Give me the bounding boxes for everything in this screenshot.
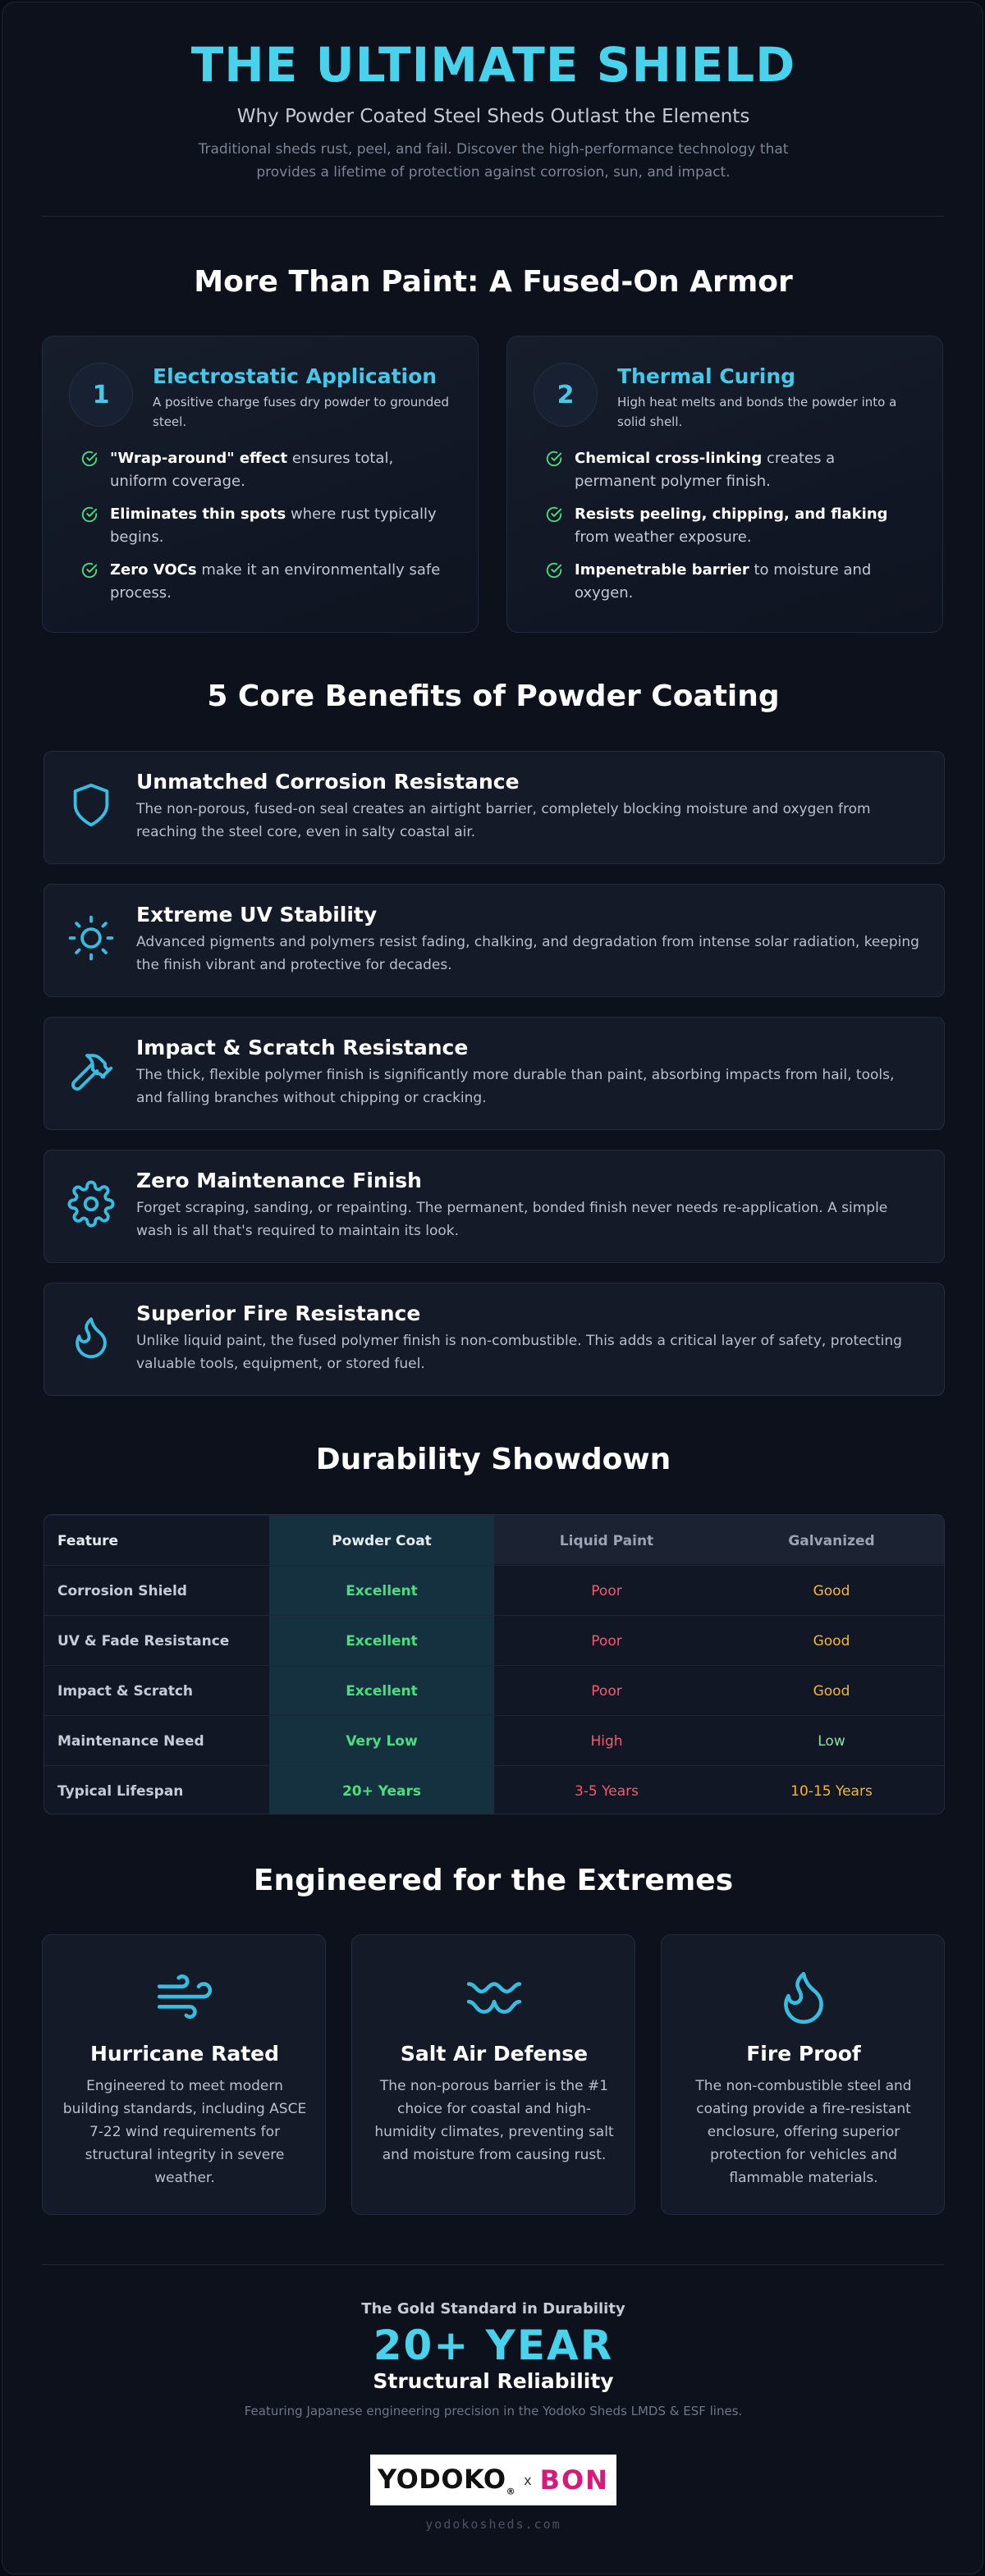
process-card-description: High heat melts and bonds the powder into a solid shell. xyxy=(617,395,897,429)
benefit-card-corrosion xyxy=(44,751,945,864)
process-card-title: Thermal Curing xyxy=(617,364,796,388)
benefit-card-uv xyxy=(44,884,945,997)
process-card-description: A positive charge fuses dry powder to grounded steel. xyxy=(153,395,450,429)
column-header-feature: Feature xyxy=(57,1532,119,1549)
extreme-card-description: Engineered to meet modern building standards, including ASCE 7-22 wind requirements for structural integrity in severe weather. xyxy=(62,2078,307,2186)
page-intro: Traditional sheds rust, peel, and fail. Discover the high-performance technology that provides a lifetime of protection against corrosion, sun, and impact. xyxy=(198,141,789,181)
process-point xyxy=(545,447,919,493)
row-label: Impact & Scratch xyxy=(57,1682,194,1700)
process-point xyxy=(80,503,455,549)
footer-subtitle: Structural Reliability xyxy=(373,2369,614,2393)
benefit-description: Forget scraping, sanding, or repainting. The permanent, bonded finish never needs re-application. A simple wash is all that's required to maintain its look. xyxy=(136,1200,888,1239)
infographic-page xyxy=(2,2,983,2574)
yodoko-wordmark: YODOKO xyxy=(378,2463,506,2495)
check-circle-icon xyxy=(80,450,98,468)
step-number-badge: 1 xyxy=(69,363,133,427)
gear-icon xyxy=(67,1180,115,1228)
process-point-text: from weather exposure. xyxy=(575,528,752,546)
process-point-highlight: Chemical cross-linking xyxy=(575,450,763,467)
extreme-card-title: Salt Air Defense xyxy=(400,2042,589,2066)
process-point-text: to moisture and oxygen. xyxy=(575,561,872,602)
row-label: Corrosion Shield xyxy=(57,1582,187,1599)
divider xyxy=(42,216,945,217)
check-circle-icon xyxy=(545,506,563,524)
benefit-card-impact xyxy=(44,1017,945,1130)
paint-value: 3-5 Years xyxy=(574,1782,639,1800)
shield-icon xyxy=(67,781,115,829)
check-circle-icon xyxy=(545,561,563,579)
extremes-section-title: Engineered for the Extremes xyxy=(253,1864,734,1897)
galvanized-value: Low xyxy=(818,1732,845,1750)
registered-mark: ® xyxy=(506,2486,516,2497)
benefit-card-maintenance xyxy=(44,1150,945,1263)
bon-wordmark: BON xyxy=(539,2464,609,2496)
table-row xyxy=(44,1665,945,1715)
powder-value: 20+ Years xyxy=(341,1782,422,1800)
flame-icon xyxy=(67,1313,115,1361)
paint-value: Poor xyxy=(591,1682,622,1700)
powder-value: Excellent xyxy=(346,1632,418,1649)
process-point-text: where rust typically begins. xyxy=(110,506,437,546)
benefit-description: Advanced pigments and polymers resist fading, chalking, and degradation from intense solar radiation, keeping the finish vibrant and protective for decades. xyxy=(136,934,919,973)
process-card-electrostatic xyxy=(42,336,479,633)
process-point-text: make it an environmentally safe process. xyxy=(110,561,441,602)
process-section-title: More Than Paint: A Fused-On Armor xyxy=(194,265,793,299)
benefit-description: Unlike liquid paint, the fused polymer finish is non-combustible. This adds a critical layer of safety, protecting valuable tools, equipment, or stored fuel. xyxy=(136,1333,902,1372)
benefit-description: The non-porous, fused-on seal creates an airtight barrier, completely blocking moisture and oxygen from reaching the steel core, even in salty coastal air. xyxy=(136,801,871,840)
table-row xyxy=(44,1715,945,1765)
process-card-title: Electrostatic Application xyxy=(153,364,438,388)
process-card-thermal xyxy=(506,336,943,633)
paint-value: High xyxy=(590,1732,623,1750)
row-label: Maintenance Need xyxy=(57,1732,204,1750)
benefit-title: Impact & Scratch Resistance xyxy=(136,1036,469,1059)
table-header-row xyxy=(44,1515,945,1565)
check-circle-icon xyxy=(545,450,563,468)
process-point-highlight: Zero VOCs xyxy=(110,561,197,579)
divider xyxy=(42,2264,945,2265)
galvanized-value: Good xyxy=(813,1682,850,1700)
wave-icon xyxy=(464,1966,525,2027)
yodoko-logo-text xyxy=(378,2464,515,2496)
sun-icon xyxy=(67,914,115,962)
benefits-section-title: 5 Core Benefits of Powder Coating xyxy=(207,679,780,713)
table-row xyxy=(44,1765,945,1814)
extreme-card-hurricane xyxy=(42,1934,326,2215)
process-point-text: ensures total, uniform coverage. xyxy=(110,450,394,490)
process-points-list xyxy=(80,447,455,615)
process-points-list xyxy=(545,447,919,615)
benefit-card-fire xyxy=(44,1283,945,1396)
benefit-title: Superior Fire Resistance xyxy=(136,1302,421,1325)
table-row xyxy=(44,1615,945,1665)
check-circle-icon xyxy=(80,561,98,579)
brand-logo xyxy=(370,2455,616,2505)
extreme-card-description: The non-porous barrier is the #1 choice for coastal and high-humidity climates, preventing salt and moisture from causing rust. xyxy=(374,2078,614,2163)
powder-value: Excellent xyxy=(346,1582,418,1599)
process-point xyxy=(80,447,455,493)
galvanized-value: Good xyxy=(813,1632,850,1649)
page-subtitle: Why Powder Coated Steel Sheds Outlast the Elements xyxy=(236,106,750,127)
process-point-highlight: Resists peeling, chipping, and flaking xyxy=(575,506,888,523)
wind-icon xyxy=(154,1966,215,2027)
process-point xyxy=(80,559,455,605)
benefit-title: Extreme UV Stability xyxy=(136,903,378,927)
column-header-powder: Powder Coat xyxy=(332,1532,432,1549)
process-point-highlight: Eliminates thin spots xyxy=(110,506,286,523)
column-header-paint: Liquid Paint xyxy=(559,1532,654,1549)
paint-value: Poor xyxy=(591,1582,622,1599)
benefit-title: Unmatched Corrosion Resistance xyxy=(136,770,520,794)
process-point xyxy=(545,559,919,605)
process-point xyxy=(545,503,919,549)
extreme-card-title: Fire Proof xyxy=(746,2042,861,2066)
process-point-text: creates a permanent polymer finish. xyxy=(575,450,836,490)
comparison-section-title: Durability Showdown xyxy=(315,1443,671,1476)
flame-icon xyxy=(773,1966,834,2027)
footer-description: Featuring Japanese engineering precision in the Yodoko Sheds LMDS & ESF lines. xyxy=(244,2404,743,2418)
column-header-galvanized: Galvanized xyxy=(788,1532,875,1549)
check-circle-icon xyxy=(80,506,98,524)
benefit-description: The thick, flexible polymer finish is significantly more durable than paint, absorbing impacts from hail, tools, and falling branches without chipping or cracking. xyxy=(136,1067,895,1106)
footer-kicker: The Gold Standard in Durability xyxy=(361,2300,625,2317)
hammer-icon xyxy=(67,1047,115,1095)
powder-value: Excellent xyxy=(346,1682,418,1700)
powder-value: Very Low xyxy=(346,1732,418,1750)
row-label: UV & Fade Resistance xyxy=(57,1632,230,1649)
footer-headline: 20+ YEAR xyxy=(373,2322,614,2369)
footer-url: yodokosheds.com xyxy=(425,2517,561,2532)
row-label: Typical Lifespan xyxy=(57,1782,184,1800)
step-number-badge: 2 xyxy=(534,363,598,427)
table-row xyxy=(44,1565,945,1615)
galvanized-value: 10-15 Years xyxy=(790,1782,873,1800)
page-title: THE ULTIMATE SHIELD xyxy=(190,37,796,93)
extreme-card-title: Hurricane Rated xyxy=(89,2042,280,2066)
benefit-title: Zero Maintenance Finish xyxy=(136,1169,422,1192)
logo-separator: x xyxy=(524,2472,532,2488)
comparison-table xyxy=(44,1514,945,1814)
extreme-card-fire xyxy=(661,1934,945,2215)
extreme-card-salt-air xyxy=(351,1934,635,2215)
process-point-highlight: "Wrap-around" effect xyxy=(110,450,288,467)
galvanized-value: Good xyxy=(813,1582,850,1599)
process-point-highlight: Impenetrable barrier xyxy=(575,561,749,579)
paint-value: Poor xyxy=(591,1632,622,1649)
extreme-card-description: The non-combustible steel and coating provide a fire-resistant enclosure, offering superior protection for vehicles and flammable materials. xyxy=(695,2078,912,2186)
